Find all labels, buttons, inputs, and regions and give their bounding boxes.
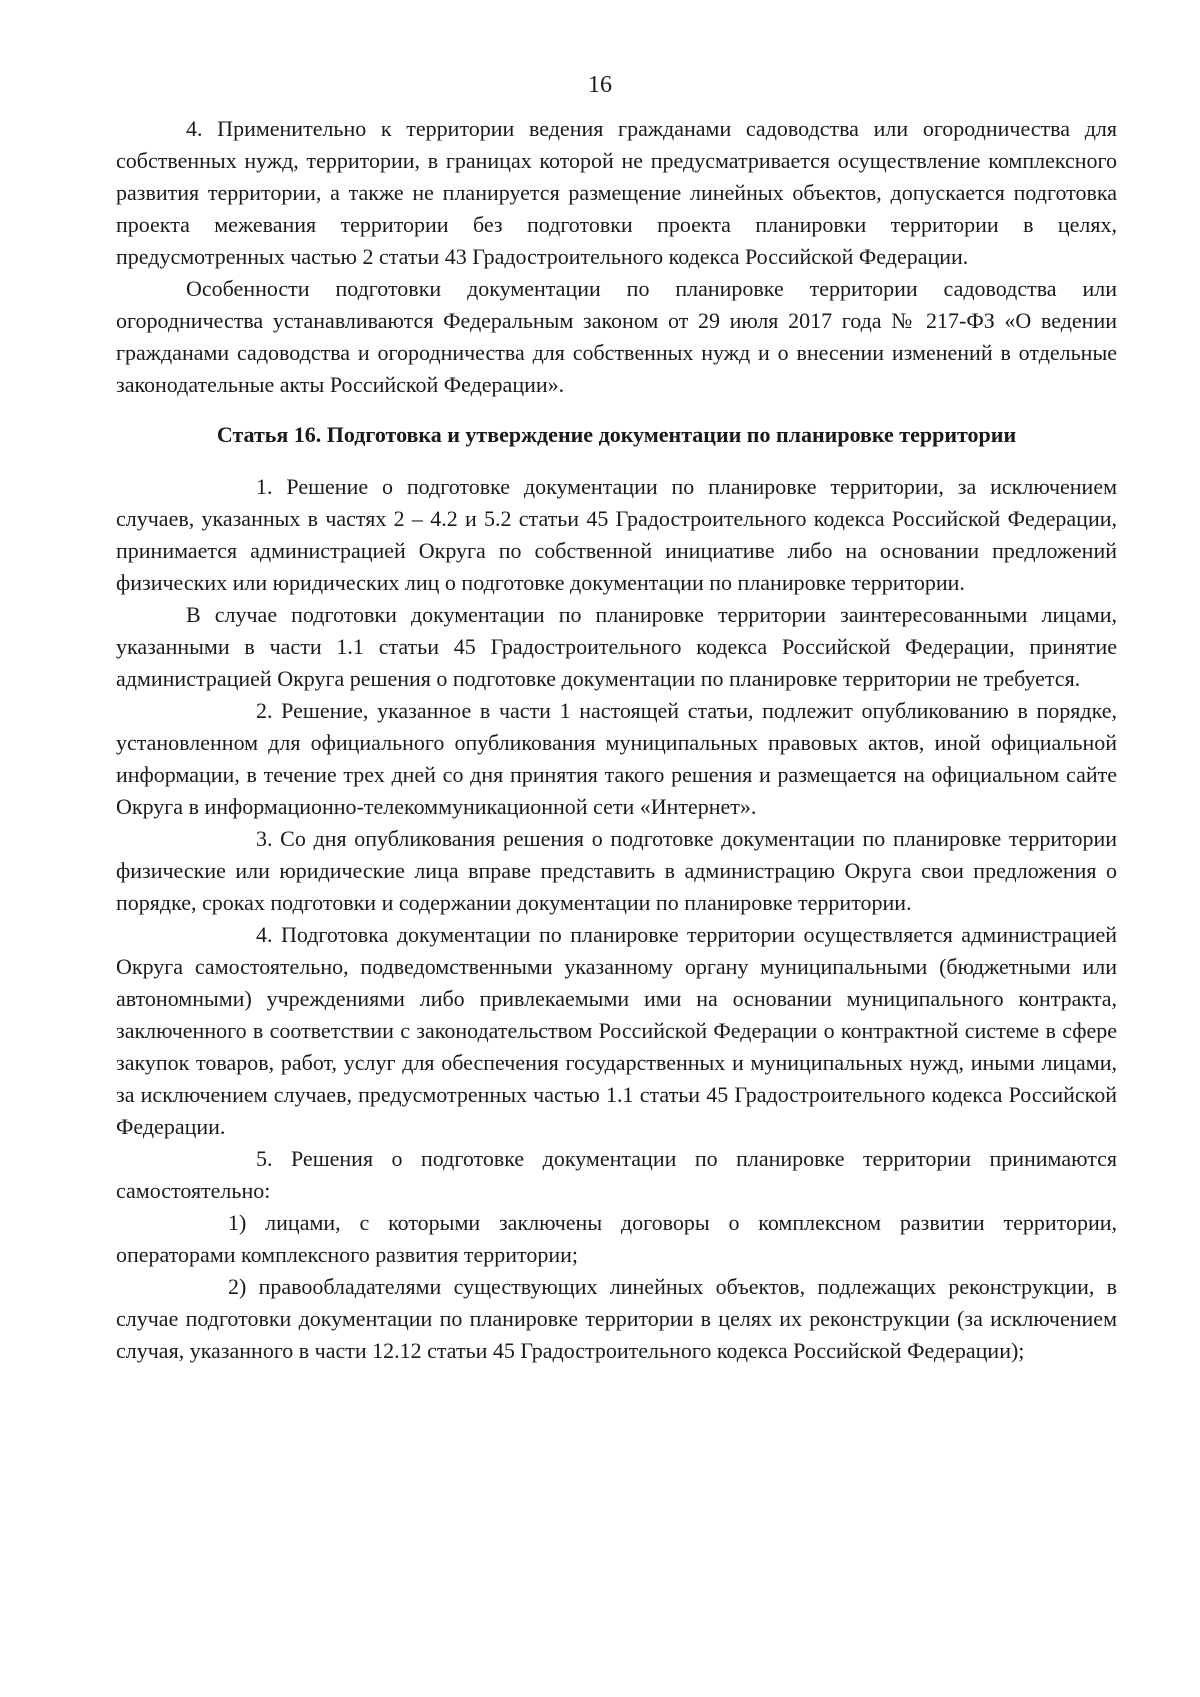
item-text: Решение о подготовке документации по планировке территории, за исключением случаев, указанных в частях 2 – 4.2 и 5.2 статьи 45 Градостроительного кодекса Российской Федерации, принимается администрацией Округа по собственной инициативе либо на основании предложений физических или юридических лиц о подготовке документации по планировке территории.: [116, 474, 1118, 595]
article-item-3: [116, 823, 1117, 919]
document-body: [116, 113, 1117, 1367]
article-item-5: [116, 1143, 1117, 1207]
paragraph-territory-gardening: 4. Применительно к территории ведения гражданами садоводства или огородничества для собственных нужд, территории, в границах которой не предусматривается осуществление комплексного развития территории, а также не планируется размещение линейных объектов, допускается подготовка проекта межевания территории без подготовки проекта планировки территории в целях, предусмотренных частью 2 статьи 43 Градостроительного кодекса Российской Федерации.: [116, 116, 1117, 269]
item-number: 4.: [256, 922, 273, 947]
article-item-1: [116, 471, 1117, 599]
article-heading: Статья 16. Подготовка и утверждение документации по планировке территории: [216, 422, 1017, 447]
page-number: 16: [588, 72, 612, 98]
item-text: Решения о подготовке документации по планировке территории принимаются самостоятельно:: [116, 1146, 1117, 1203]
paragraph-federal-law-features: Особенности подготовки документации по планировке территории садоводства или огородничества устанавливаются Федеральным законом от 29 июля 2017 года № 217-ФЗ «О ведении гражданами садоводства и огородничества для собственных нужд и о внесении изменений в отдельные законодательные акты Российской Федерации».: [116, 276, 1117, 397]
article-item-1-continuation: В случае подготовки документации по планировке территории заинтересованными лицами, указанными в части 1.1 статьи 45 Градостроительного кодекса Российской Федерации, принятие администрацией Округа решения о подготовке документации по планировке территории не требуется.: [116, 602, 1117, 691]
item-text: Со дня опубликования решения о подготовке документации по планировке территории физические или юридические лица вправе представить в администрацию Округа свои предложения о порядке, сроках подготовки и содержании документации по планировке территории.: [116, 826, 1118, 915]
article-subitem-2: [116, 1271, 1117, 1367]
item-text: Подготовка документации по планировке территории осуществляется администрацией Округа самостоятельно, подведомственными указанному органу муниципальными (бюджетными или автономными) учреждениями либо привлекаемыми ими на основании муниципального контракта, заключенного в соответствии с законодательством Российской Федерации о контрактной системе в сфере закупок товаров, работ, услуг для обеспечения государственных и муниципальных нужд, иными лицами, за исключением случаев, предусмотренных частью 1.1 статьи 45 Градостроительного кодекса Российской Федерации.: [116, 922, 1118, 1139]
article-item-4: [116, 919, 1117, 1143]
subitem-text: лицами, с которыми заключены договоры о комплексном развитии территории, операторами комплексного развития территории;: [116, 1210, 1118, 1267]
item-number: 5.: [256, 1146, 273, 1171]
article-subitem-1: [116, 1207, 1117, 1271]
subitem-number: 1): [228, 1210, 247, 1235]
item-number: 1.: [256, 474, 273, 499]
subitem-text: правообладателями существующих линейных объектов, подлежащих реконструкции, в случае подготовки документации по планировке территории в целях их реконструкции (за исключением случая, указанного в части 12.12 статьи 45 Градостроительного кодекса Российской Федерации);: [116, 1274, 1118, 1363]
item-number: 3.: [256, 826, 273, 851]
item-text: Решение, указанное в части 1 настоящей статьи, подлежит опубликованию в порядке, установленном для официального опубликования муниципальных правовых актов, иной официальной информации, в течение трех дней со дня принятия такого решения и размещается на официальном сайте Округа в информационно-телекоммуникационной сети «Интернет».: [116, 698, 1117, 819]
subitem-number: 2): [228, 1274, 247, 1299]
item-number: 2.: [256, 698, 273, 723]
article-item-2: [116, 695, 1117, 823]
